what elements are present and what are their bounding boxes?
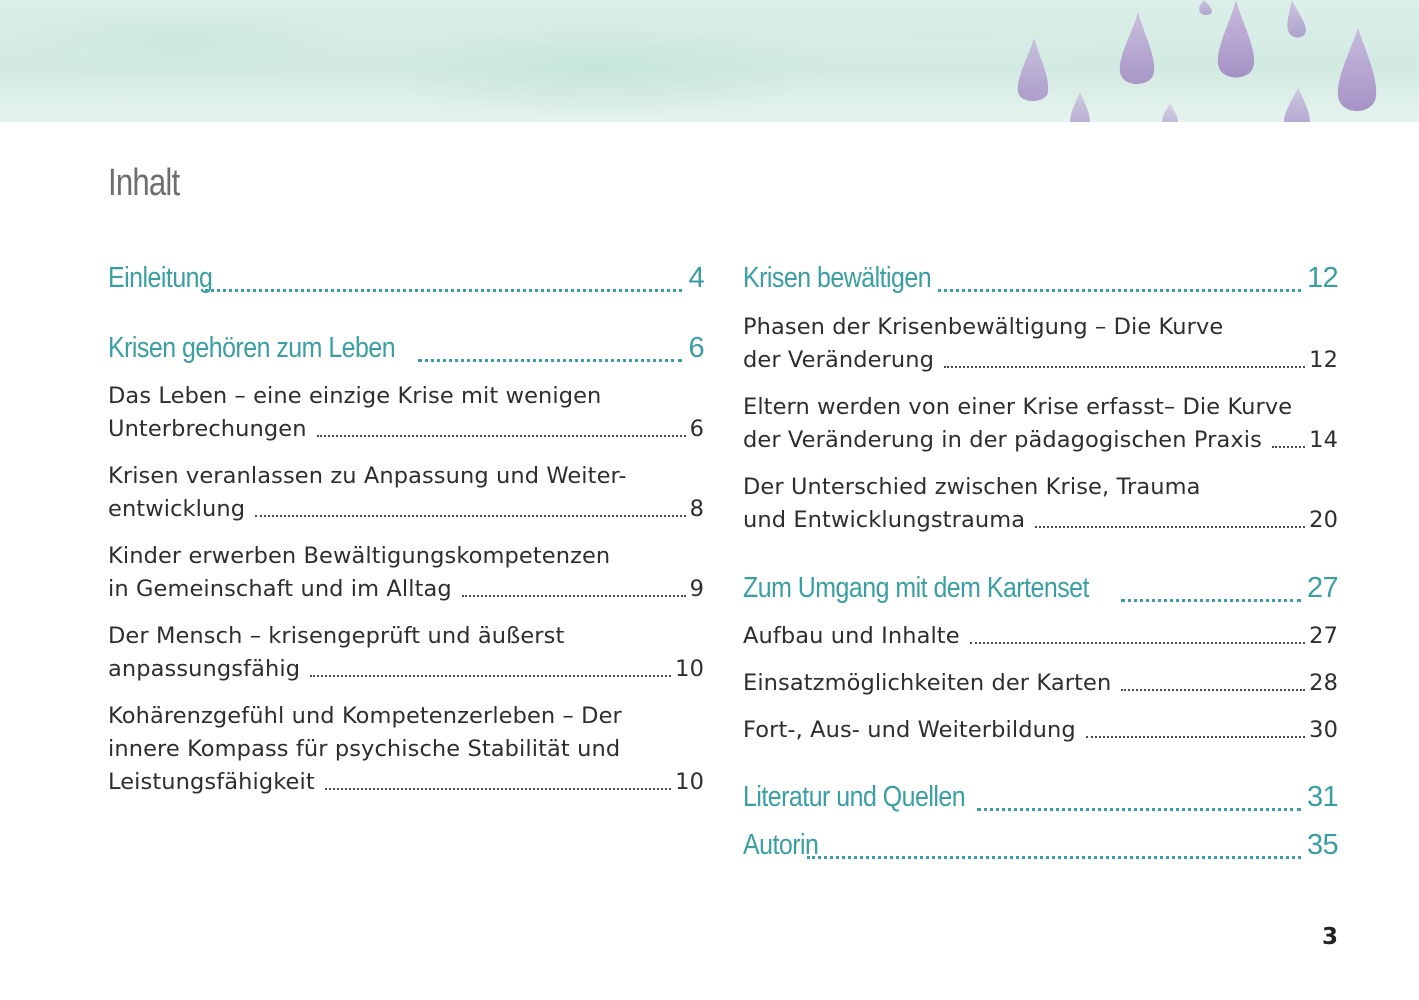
toc-entry-line: Das Leben – eine einzige Krise mit wenigen bbox=[108, 383, 602, 409]
toc-page-number: 10 bbox=[675, 656, 704, 682]
toc-entry-line: der Veränderung in der pädagogischen Praxis bbox=[743, 427, 1262, 453]
toc-entry-line: und Entwicklungstrauma bbox=[743, 507, 1026, 533]
toc-entry-line: in Gemeinschaft und im Alltag bbox=[108, 576, 452, 602]
toc-entry-line: innere Kompass für psychische Stabilität und bbox=[108, 736, 621, 762]
toc-page-number: 14 bbox=[1309, 427, 1338, 453]
toc-page-number: 28 bbox=[1309, 670, 1338, 696]
toc-entry-line: Kinder erwerben Bewältigungskompetenzen bbox=[108, 543, 611, 569]
toc-entry-einsatzmoeglichkeiten[interactable] bbox=[743, 667, 1338, 700]
raindrop-icon bbox=[1287, 0, 1306, 38]
toc-entry-eltern[interactable] bbox=[743, 391, 1338, 457]
dot-leader bbox=[418, 359, 683, 362]
dot-leader bbox=[938, 289, 1301, 292]
header-banner bbox=[0, 0, 1419, 122]
toc-page-number: 20 bbox=[1309, 507, 1338, 533]
raindrop-icon bbox=[1120, 12, 1154, 84]
toc-page-number: 6 bbox=[689, 416, 704, 442]
dot-leader bbox=[205, 289, 682, 292]
toc-section-autorin[interactable] bbox=[743, 829, 1338, 869]
raindrop-icon bbox=[1162, 104, 1178, 122]
dot-leader bbox=[944, 366, 1305, 368]
page-title: Inhalt bbox=[108, 162, 180, 204]
toc-section-label: Krisen gehören zum Leben bbox=[108, 332, 396, 364]
dot-leader bbox=[1121, 689, 1305, 691]
toc-entry-line: anpassungsfähig bbox=[108, 656, 301, 682]
dot-leader bbox=[970, 642, 1305, 644]
toc-section-label: Autorin bbox=[743, 829, 819, 861]
raindrop-icon bbox=[1338, 28, 1376, 111]
toc-section-label: Einleitung bbox=[108, 262, 213, 294]
toc-page-number: 27 bbox=[1309, 623, 1338, 649]
toc-page-number: 8 bbox=[689, 496, 704, 522]
toc-entry-line: Fort-, Aus- und Weiterbildung bbox=[743, 717, 1076, 743]
dot-leader bbox=[255, 515, 685, 517]
toc-entry-fortbildung[interactable] bbox=[743, 714, 1338, 747]
toc-entry-das-leben[interactable] bbox=[108, 380, 704, 446]
toc-section-literatur[interactable] bbox=[743, 781, 1338, 821]
toc-entry-aufbau[interactable] bbox=[743, 620, 1338, 653]
toc-entry-line: Krisen veranlassen zu Anpassung und Weiter- bbox=[108, 463, 627, 489]
toc-entry-line: Eltern werden von einer Krise erfasst– Die Kurve bbox=[743, 394, 1293, 420]
toc-section-krisen-gehoeren[interactable] bbox=[108, 332, 704, 372]
toc-entry-line: Der Unterschied zwischen Krise, Trauma bbox=[743, 474, 1201, 500]
dot-leader bbox=[1121, 599, 1301, 602]
dot-leader bbox=[310, 675, 671, 677]
toc-page-number: 6 bbox=[688, 332, 704, 364]
toc-page-number: 4 bbox=[688, 262, 704, 294]
toc-entry-line: Der Mensch – krisengeprüft und äußerst bbox=[108, 623, 565, 649]
toc-section-krisen-bewaeltigen[interactable] bbox=[743, 262, 1338, 302]
toc-entry-der-mensch[interactable] bbox=[108, 620, 704, 686]
toc-page-number: 27 bbox=[1306, 572, 1338, 604]
toc-page-number: 30 bbox=[1309, 717, 1338, 743]
toc-section-einleitung[interactable] bbox=[108, 262, 704, 302]
toc-section-label: Krisen bewältigen bbox=[743, 262, 932, 294]
dot-leader bbox=[317, 435, 686, 437]
toc-page-number: 12 bbox=[1309, 347, 1338, 373]
dot-leader bbox=[977, 808, 1301, 811]
dot-leader bbox=[325, 788, 671, 790]
toc-entry-bewaeltigungskompetenzen[interactable] bbox=[108, 540, 704, 606]
toc-entry-line: Einsatzmöglichkeiten der Karten bbox=[743, 670, 1112, 696]
toc-page-number: 12 bbox=[1306, 262, 1338, 294]
toc-section-label: Literatur und Quellen bbox=[743, 781, 966, 813]
toc-entry-line: Aufbau und Inhalte bbox=[743, 623, 960, 649]
toc-page-number: 9 bbox=[689, 576, 704, 602]
dot-leader bbox=[1086, 736, 1305, 738]
raindrop-icon bbox=[1218, 0, 1254, 78]
raindrop-icon bbox=[1284, 88, 1310, 122]
raindrops-decoration bbox=[0, 0, 1419, 122]
dot-leader bbox=[462, 595, 686, 597]
toc-entry-phasen[interactable] bbox=[743, 311, 1338, 377]
dot-leader bbox=[1272, 446, 1305, 448]
toc-section-label: Zum Umgang mit dem Kartenset bbox=[743, 572, 1089, 604]
dot-leader bbox=[807, 856, 1301, 859]
toc-entry-line: Phasen der Krisenbewältigung – Die Kurve bbox=[743, 314, 1224, 340]
toc-entry-unterschied[interactable] bbox=[743, 471, 1338, 537]
toc-page-number: 10 bbox=[675, 769, 704, 795]
toc-entry-line: der Veränderung bbox=[743, 347, 934, 373]
page-number: 3 bbox=[1322, 924, 1339, 950]
toc-page-number: 35 bbox=[1306, 829, 1338, 861]
toc-entry-anpassung[interactable] bbox=[108, 460, 704, 526]
toc-entry-kohaerenzgefuehl[interactable] bbox=[108, 700, 704, 799]
dot-leader bbox=[1035, 526, 1305, 528]
raindrop-icon bbox=[1018, 38, 1048, 101]
toc-section-kartenset[interactable] bbox=[743, 572, 1338, 612]
toc-page-number: 31 bbox=[1306, 781, 1338, 813]
toc-entry-line: entwicklung bbox=[108, 496, 246, 522]
raindrop-icon bbox=[1199, 0, 1212, 15]
raindrop-icon bbox=[1070, 92, 1090, 122]
toc-entry-line: Unterbrechungen bbox=[108, 416, 307, 442]
toc-entry-line: Leistungsfähigkeit bbox=[108, 769, 315, 795]
toc-entry-line: Kohärenzgefühl und Kompetenzerleben – Der bbox=[108, 703, 622, 729]
